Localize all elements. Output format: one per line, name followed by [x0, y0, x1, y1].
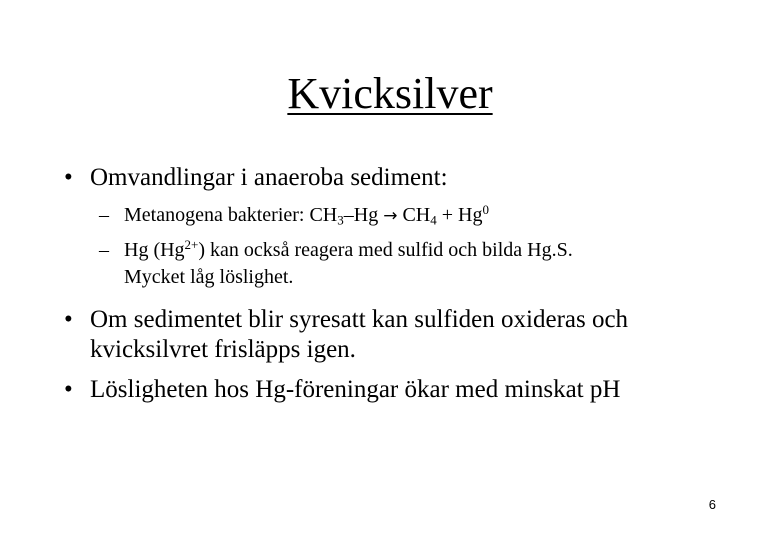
bullet-text-line1: Om sedimentet blir syresatt kan sulfiden oxideras och: [90, 306, 629, 333]
sub-item-text-prefix: Metanogena bakterier: CH: [124, 204, 338, 226]
superscript-2plus: 2+: [184, 236, 199, 252]
arrow-icon: →: [383, 206, 398, 226]
bullet-text: [90, 305, 628, 365]
dash-icon: –: [99, 239, 109, 261]
sub-item-2: [99, 237, 699, 293]
superscript-0: 0: [482, 201, 489, 217]
subscript-3: 3: [337, 212, 344, 228]
sub-item-1: [99, 202, 699, 230]
sub-item-text-mid: –Hg: [343, 204, 379, 226]
sub-item-text-line2: Mycket låg löslighet.: [124, 266, 294, 288]
subscript-4: 4: [430, 212, 437, 228]
sub-item-text-rest: ) kan också reagera med sulfid och bilda Hg.S.: [198, 239, 573, 261]
sub-item-text: [124, 202, 489, 230]
bullet-icon: •: [64, 376, 73, 403]
bullet-text: Lösligheten hos Hg-föreningar ökar med minskat pH: [90, 376, 621, 403]
page-number: 6: [708, 497, 716, 512]
bullet-icon: •: [64, 306, 73, 333]
slide-title-text: Kvicksilver: [287, 69, 493, 118]
bullet-item-2: [64, 305, 714, 367]
sub-item-text: [124, 237, 573, 291]
bullet-item-1: [64, 163, 704, 195]
sub-item-text-plus: + Hg: [436, 204, 483, 226]
bullet-icon: •: [64, 164, 73, 191]
bullet-text-line2: kvicksilvret frisläpps igen.: [90, 336, 356, 363]
bullet-text: Omvandlingar i anaeroba sediment:: [90, 164, 448, 191]
sub-item-text-prefix: Hg (Hg: [124, 239, 185, 261]
slide-title: [0, 68, 780, 120]
dash-icon: –: [99, 204, 109, 226]
bullet-item-3: [64, 375, 714, 407]
sub-item-text-ch: CH: [402, 204, 431, 226]
